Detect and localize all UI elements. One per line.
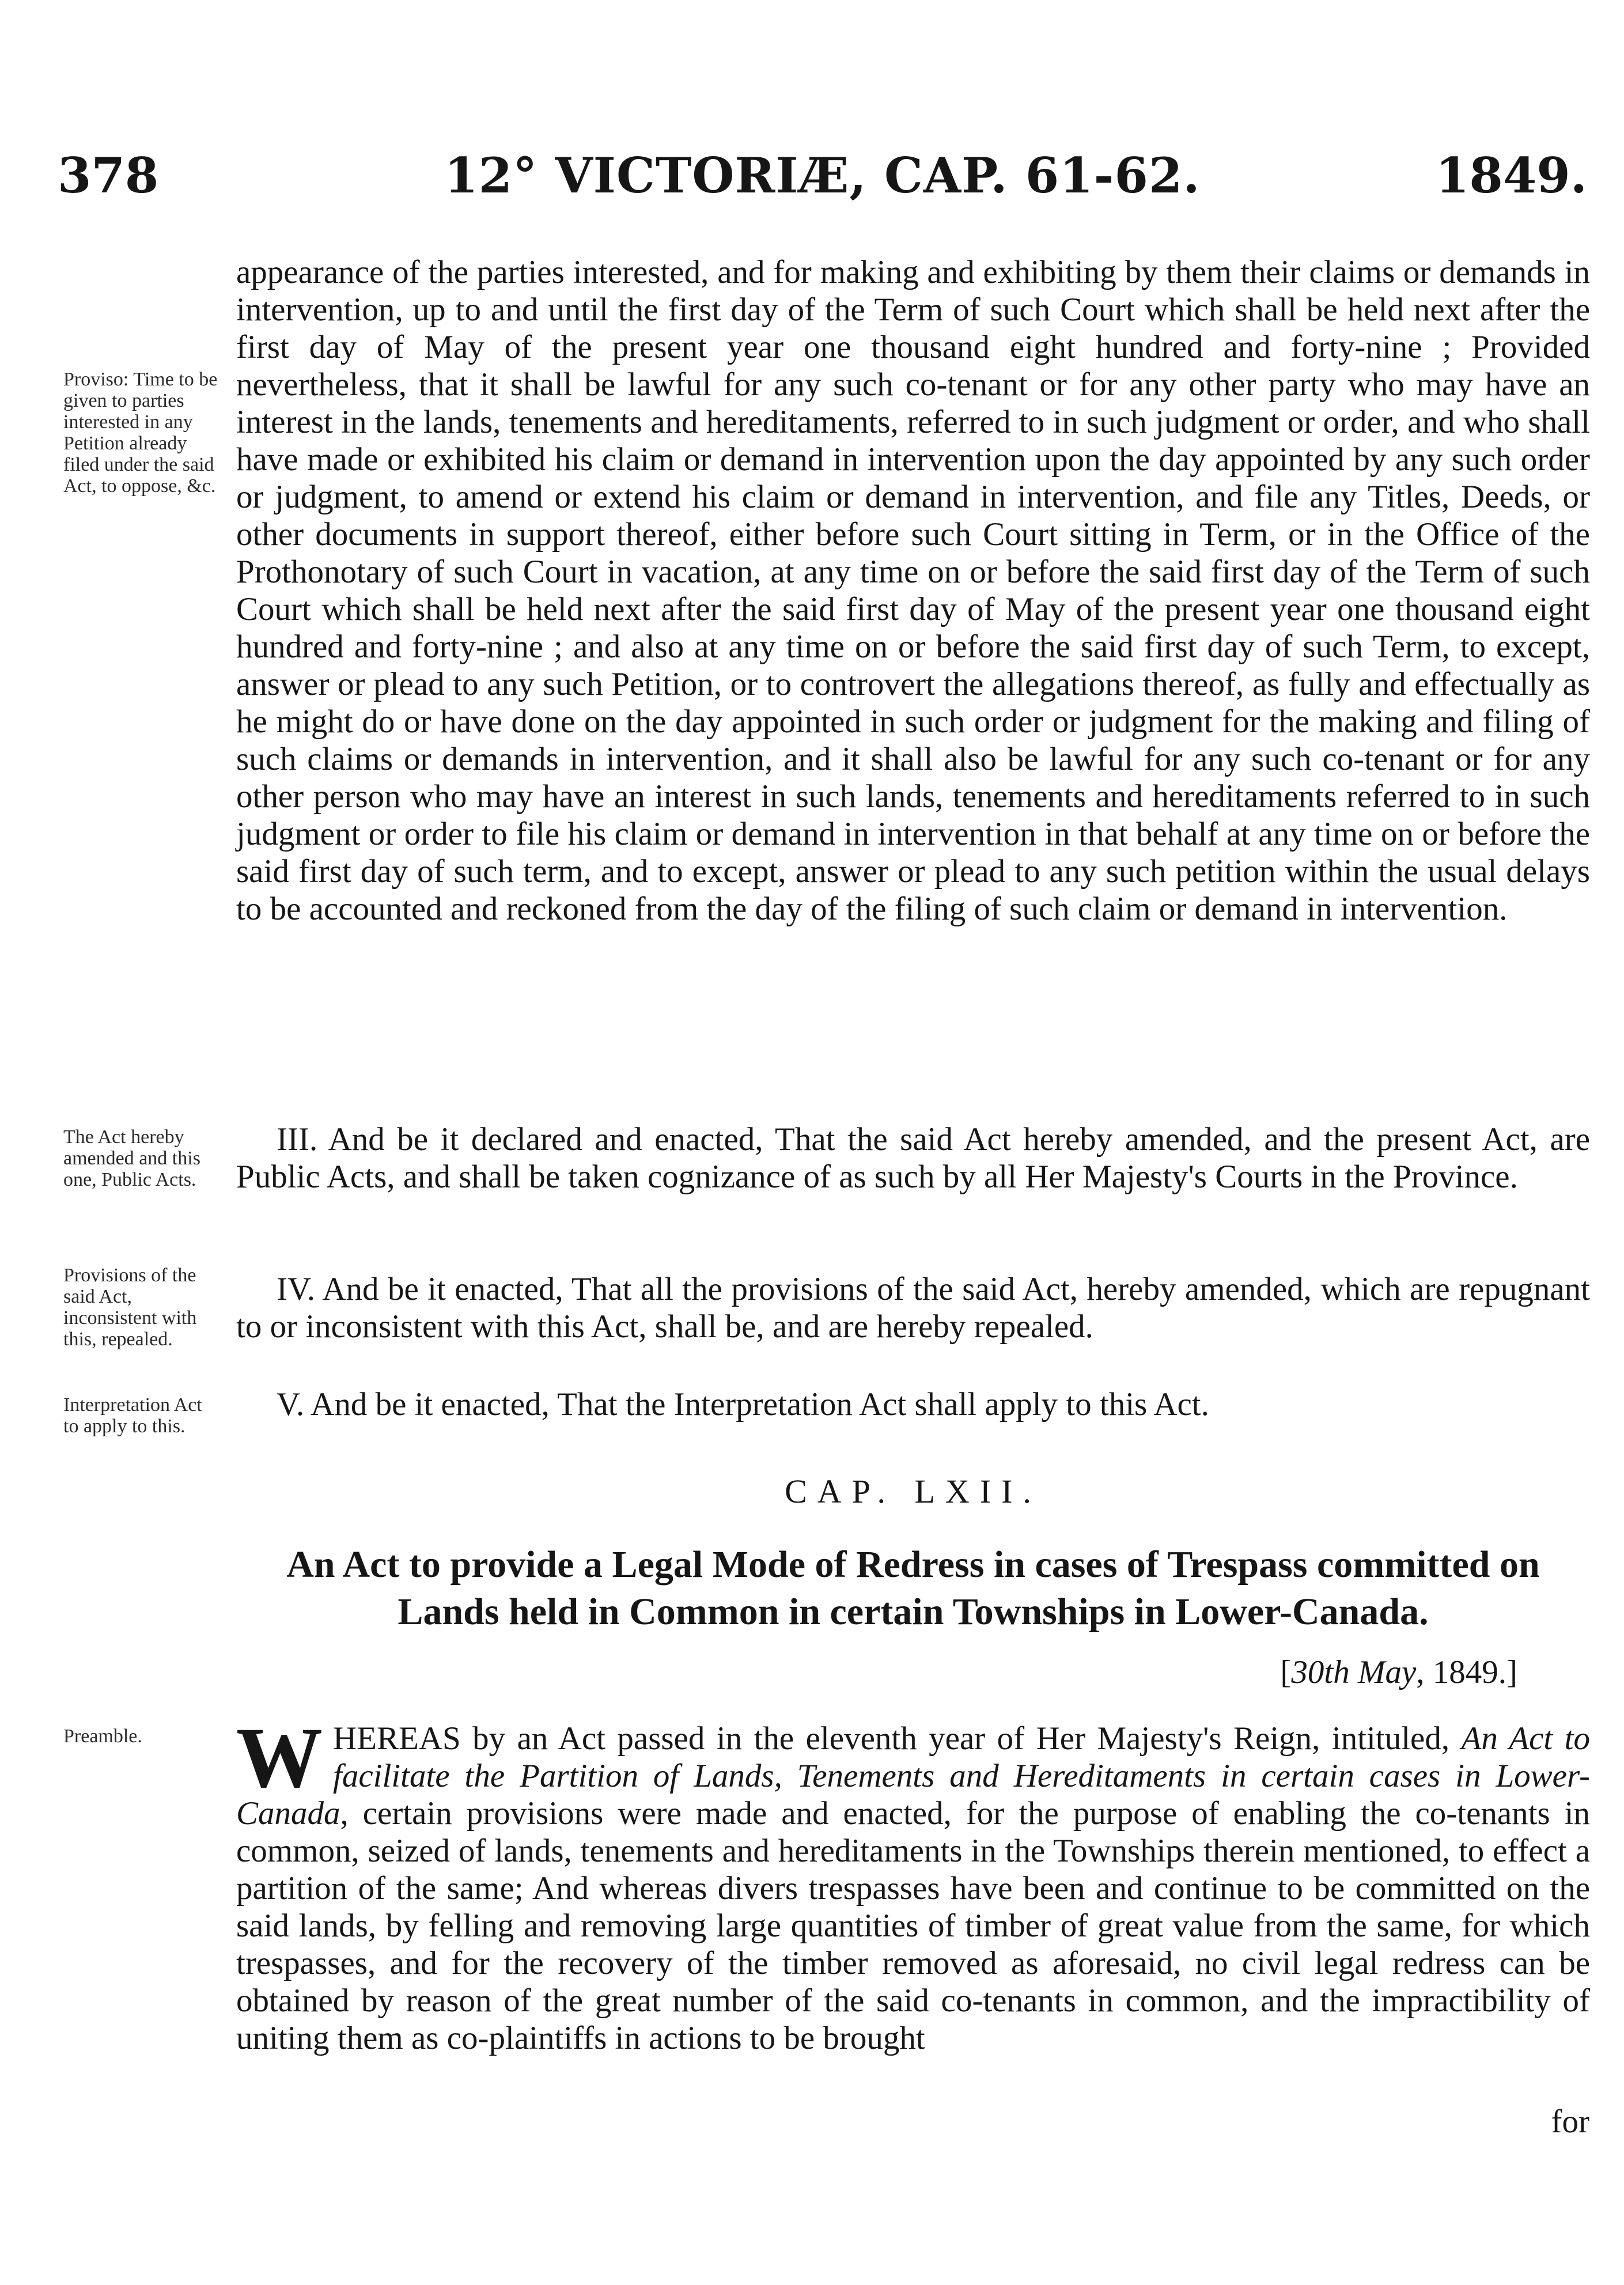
preamble-lead: HEREAS by an Act passed in the eleventh year of Her Majesty's Reign, intituled, xyxy=(333,1720,1462,1757)
section-5-text: V. And be it enacted, That the Interpretation Act shall apply to this Act. xyxy=(277,1386,1209,1423)
preamble-cited-title: An Act to facilitate the Partition of Lands, Tenements and Hereditaments in certain cases in Lower-Canada xyxy=(236,1720,1591,1832)
page-number: 378 xyxy=(58,147,159,204)
drop-cap-letter: W xyxy=(236,1710,323,1806)
catchword: for xyxy=(1551,2104,1589,2140)
section-continuation-text: appearance of the parties interested, and for making and exhibiting by them their claims or demands in intervention, up to and until the first day of the Term of such Court which shall be held next after the first day of May of the present year one thousand eight hundred and forty-nine ; Provided nevertheless, that it shall be lawful for any such co-tenant or for any other party who may have an interest in the lands, tenements and hereditaments, referred to in such judgment or order, and who shall have made or exhibited his claim or demand in intervention upon the day appointed by any such order or judgment, to amend or extend his claim or demand in intervention, and file any Titles, Deeds, or other documents in support thereof, either before such Court sitting in Term, or in the Office of the Prothonotary of such Court in vacation, at any time on or before the said first day of the Term of such Court which shall be held next after the said first day of May of the present year one thousand eight hundred and forty-nine ; and also at any time on or before the said first day of such Term, to except, answer or plead to any such Petition, or to controvert the allegations thereof, as fully and effectually as he might do or have done on the day appointed in such order or judgment for the making and filing of such claims or demands in intervention, and it shall also be lawful for any such co-tenant or for any other person who may have an interest in such lands, tenements and hereditaments referred to in such judgment or order to file his claim or demand in intervention in that behalf at any time on or before the said first day of such term, and to except, answer or plead to any such petition within the usual delays to be accounted and reckoned from the day of the filing of such claim or demand in intervention. xyxy=(236,254,1590,927)
margin-note-preamble: Preamble. xyxy=(63,1726,142,1747)
assent-year: , 1849. xyxy=(1416,1654,1507,1690)
running-head: 12° VICTORIÆ, CAP. 61-62. xyxy=(444,147,1201,204)
chapter-heading: CAP. LXII. xyxy=(785,1473,1042,1510)
margin-note-repeal: Provisions of the said Act, inconsistent with this, repealed. xyxy=(63,1265,197,1350)
preamble-text xyxy=(236,1710,1591,2057)
margin-note-public-acts: The Act hereby amended and this one, Public Acts. xyxy=(63,1126,200,1190)
header-year: 1849. xyxy=(1435,147,1587,204)
assent-day: 30th May xyxy=(1291,1654,1417,1690)
section-4-text: IV. And be it enacted, That all the provisions of the said Act, hereby amended, which are repugnant to or inconsistent with this Act, shall be, and are hereby repealed. xyxy=(236,1271,1590,1345)
margin-note-interpretation: Interpretation Act to apply to this. xyxy=(63,1394,202,1437)
margin-note-proviso: Proviso: Time to be given to parties interested in any Petition already filed under the said Act, to oppose, &c. xyxy=(63,369,218,497)
section-3-text: III. And be it declared and enacted, That the said Act hereby amended, and the present Act, are Public Acts, and shall be taken cognizance of as such by all Her Majesty's Courts in the Province. xyxy=(236,1121,1590,1195)
chapter-long-title: An Act to provide a Legal Mode of Redress in cases of Trespass committed on Lands held in Common in certain Townships in Lower-Canada. xyxy=(286,1543,1540,1633)
page-header xyxy=(58,147,1587,216)
preamble-rest: , certain provisions were made and enacted, for the purpose of enabling the co-tenants in common, seized of lands, tenements and hereditaments in the Townships therein mentioned, to effect a partition of the same; And whereas divers trespasses have been and continue to be committed on the said lands, by felling and removing large quantities of timber of great value from the same, for which trespasses, and for the recovery of the timber removed as aforesaid, no civil legal redress can be obtained by reason of the great number of the said co-tenants in common, and the impractibility of uniting them as co-plaintiffs in actions to be brought xyxy=(236,1795,1590,2056)
assent-date: [30th May, 1849.] xyxy=(1280,1654,1517,1690)
